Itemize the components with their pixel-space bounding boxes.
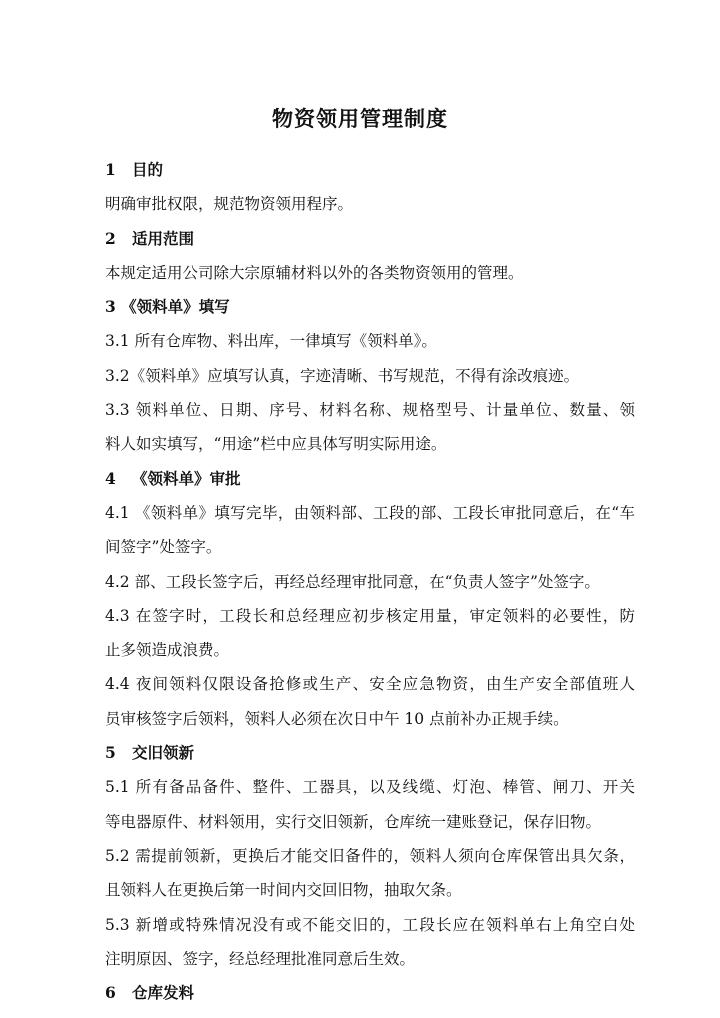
- paragraph-line: 5.3 新增或特殊情况没有或不能交旧的，工段长应在领料单右上角空白处: [105, 915, 635, 934]
- section-heading: 6 仓库发料: [105, 983, 194, 1003]
- document-body: [105, 153, 635, 1010]
- section-heading: 5 交旧领新: [105, 743, 194, 763]
- paragraph-line: 员审核签字后领料，领料人必须在次日中午 10 点前补办正规手续。: [105, 709, 569, 728]
- paragraph-line: 4.1 《领料单》填写完毕，由领料部、工段的部、工段长审批同意后，在“车: [105, 503, 635, 522]
- paragraph-line: 注明原因、签字，经总经理批准同意后生效。: [105, 949, 416, 968]
- paragraph-line: 等电器原件、材料领用，实行交旧领新，仓库统一建账登记，保存旧物。: [105, 812, 602, 831]
- paragraph-line: 4.2 部、工段长签字后，再经总经理审批同意，在“负责人签字”处签字。: [105, 572, 600, 591]
- paragraph-line: 3.2《领料单》应填写认真，字迹清晰、书写规范，不得有涂改痕迹。: [105, 366, 580, 385]
- paragraph-line: 明确审批权限，规范物资领用程序。: [105, 195, 354, 214]
- paragraph-line: 间签字”处签字。: [105, 538, 222, 557]
- document-title: 物资领用管理制度: [272, 106, 448, 131]
- paragraph-line: 3.1 所有仓库物、料出库，一律填写《领料单》。: [105, 332, 437, 351]
- section-heading: 3 《领料单》填写: [105, 297, 230, 317]
- paragraph-line: 5.1 所有备品备件、整件、工器具，以及线缆、灯泡、棒管、闸刀、开关: [105, 778, 635, 797]
- paragraph-line: 4.4 夜间领料仅限设备抢修或生产、安全应急物资，由生产安全部值班人: [105, 675, 635, 694]
- paragraph-line: 4.3 在签字时，工段长和总经理应初步核定用量，审定领料的必要性，防: [105, 606, 635, 625]
- section-heading: 2 适用范围: [105, 228, 194, 248]
- paragraph-line: 且领料人在更换后第一时间内交回旧物，抽取欠条。: [105, 881, 462, 900]
- paragraph-line: 5.2 需提前领新，更换后才能交旧备件的，领料人须向仓库保管出具欠条，: [105, 846, 635, 865]
- section-heading: 1 目的: [105, 160, 163, 179]
- paragraph-line: 3.3 领料单位、日期、序号、材料名称、规格型号、计量单位、数量、领: [105, 401, 635, 420]
- section-heading: 4 《领料单》审批: [105, 468, 241, 488]
- paragraph-line: 本规定适用公司除大宗原辅材料以外的各类物资领用的管理。: [105, 263, 524, 282]
- paragraph-line: 料人如实填写，“用途”栏中应具体写明实际用途。: [105, 435, 447, 454]
- paragraph-line: 止多领造成浪费。: [105, 641, 230, 660]
